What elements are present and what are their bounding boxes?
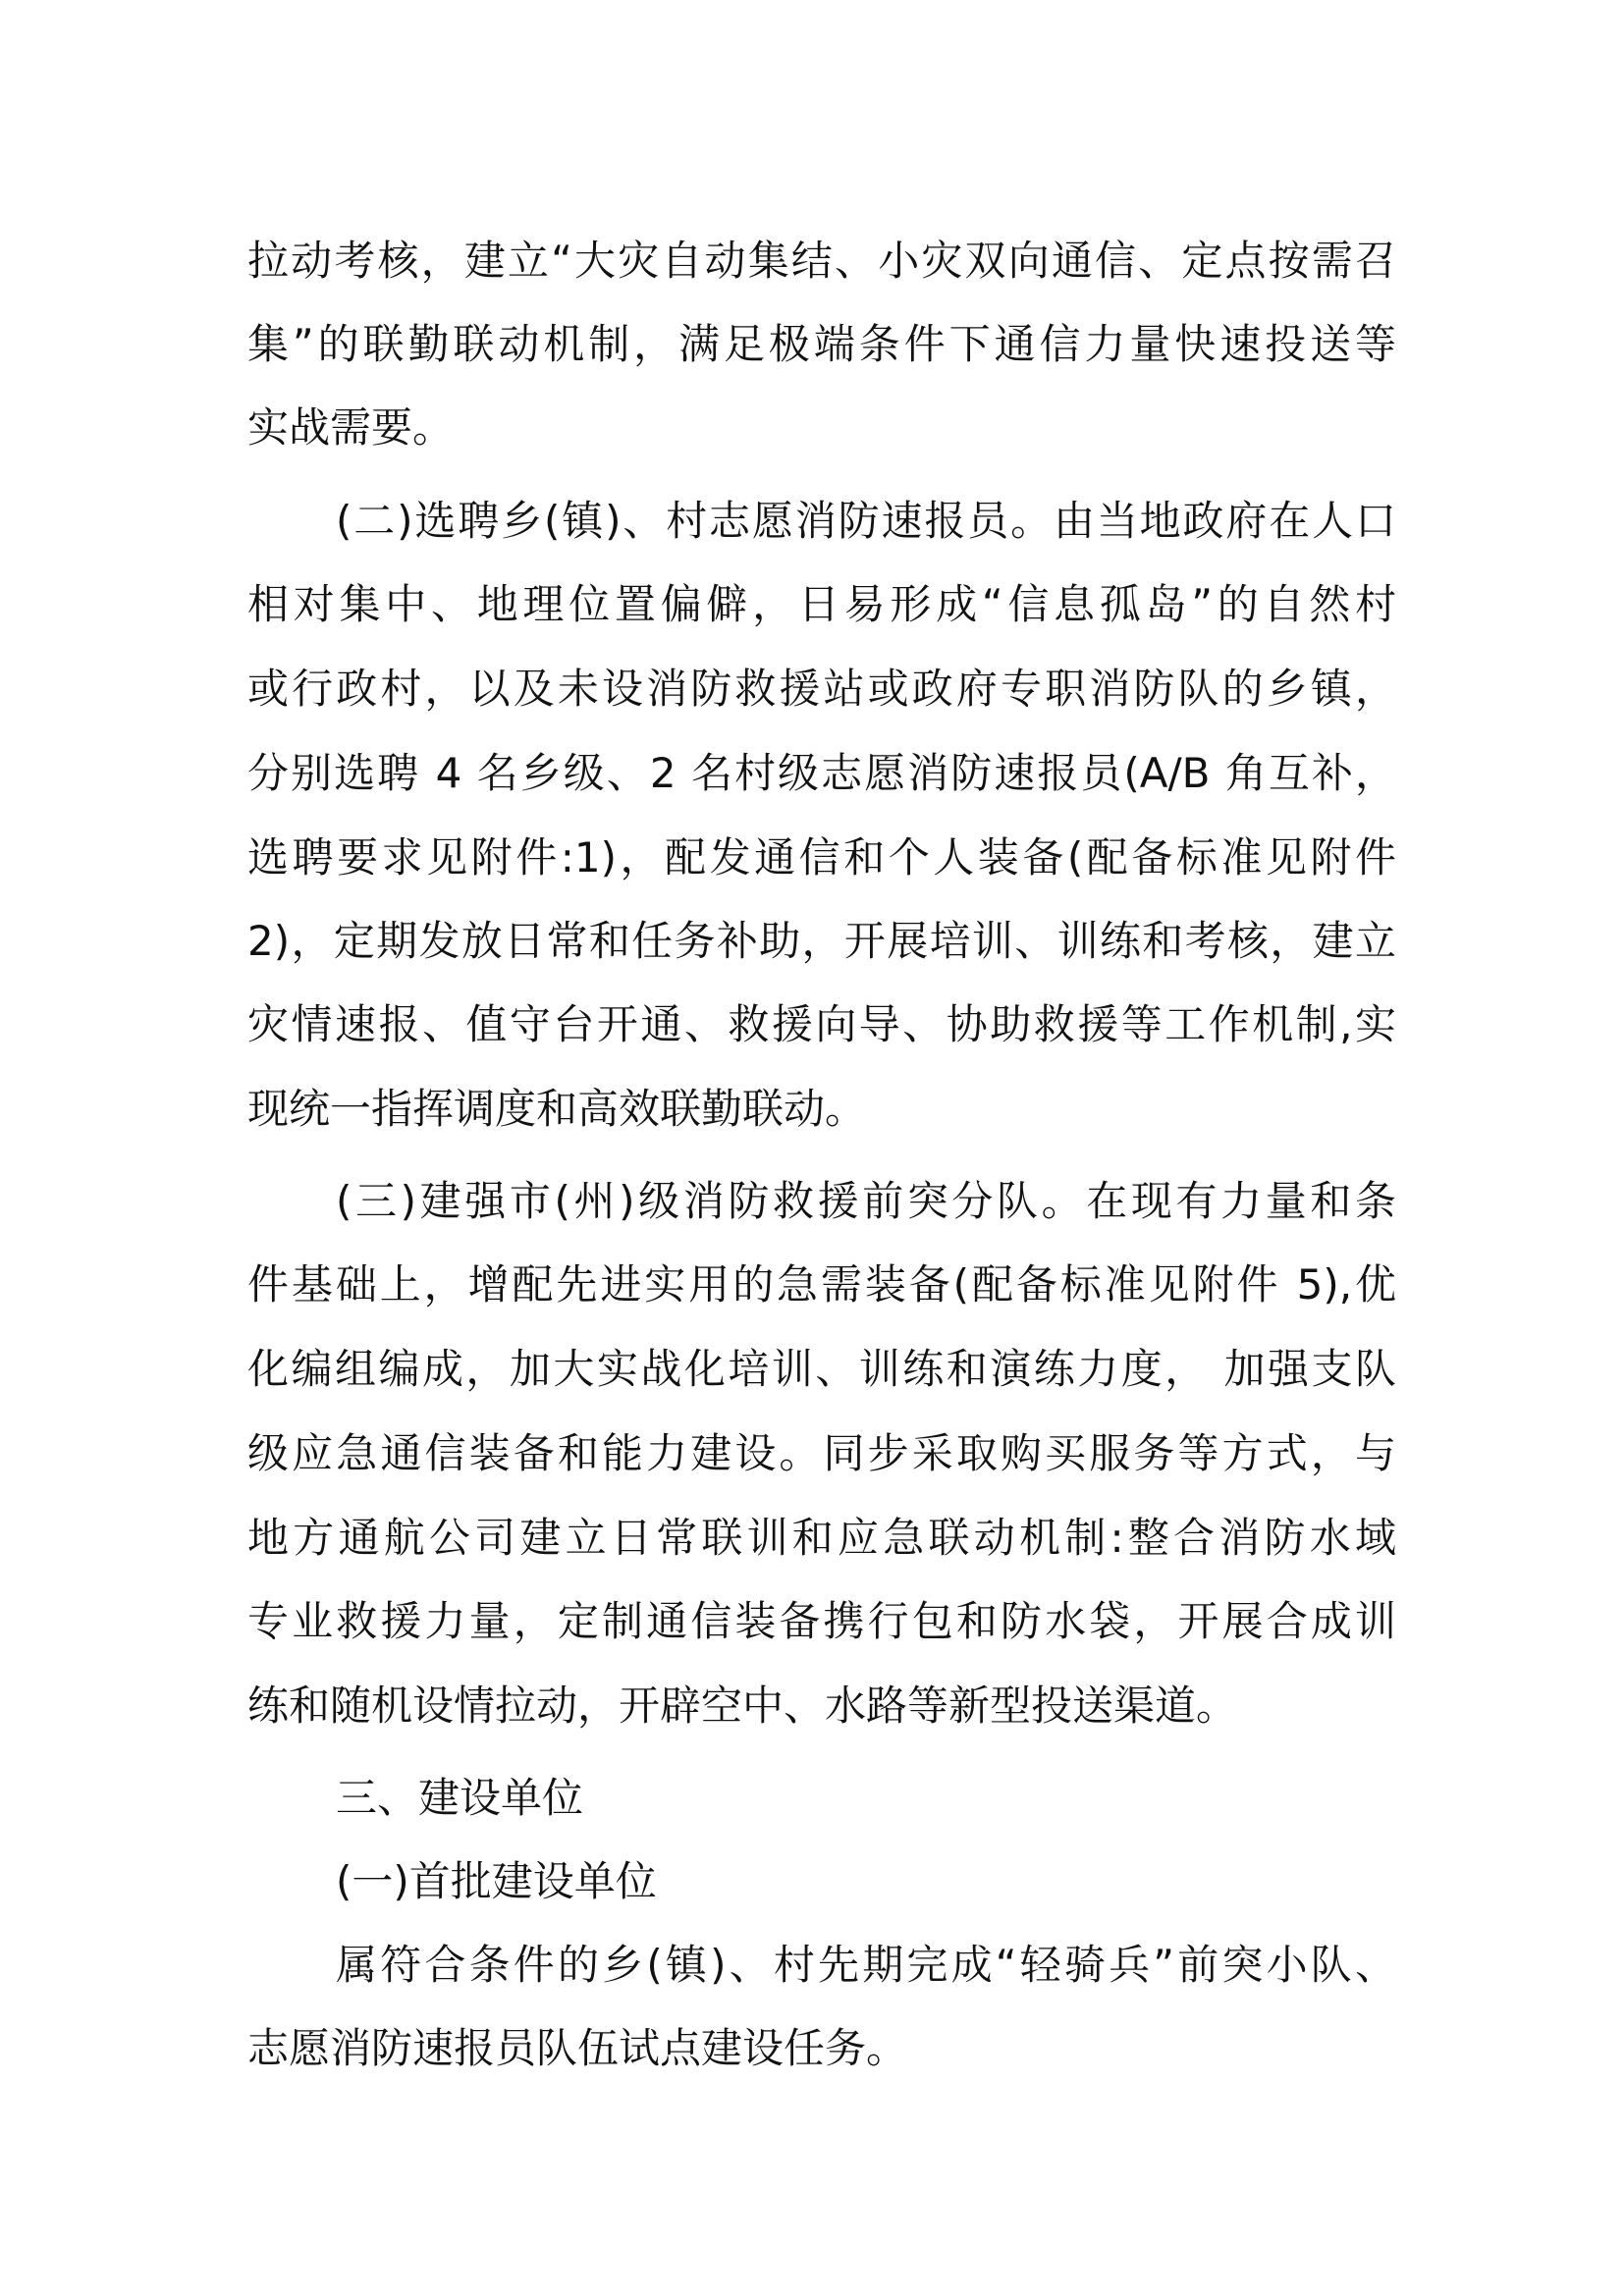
text-line: 相对集中、地理位置偏僻，日易形成“信息孤岛”的自然村 — [247, 580, 1396, 628]
text-line: 地方通航公司建立日常联训和应急联动机制:整合消防水域 — [247, 1514, 1396, 1562]
text-line: 集”的联勤联动机制，满足极端条件下通信力量快速投送等 — [247, 320, 1396, 368]
text-line: 实战需要。 — [247, 403, 455, 452]
text-line: 化编组编成，加大实战化培训、训练和演练力度， 加强支队 — [247, 1345, 1396, 1393]
text-line: 分别选聘 4 名乡级、2 名村级志愿消防速报员(A/B 角互补， — [247, 749, 1396, 797]
text-line: 专业救援力量，定制通信装备携行包和防水袋，开展合成训 — [247, 1597, 1396, 1645]
section-title: 三、建设单位 — [336, 1774, 584, 1822]
text-line: 练和随机设情拉动，开辟空中、水路等新型投送渠道。 — [247, 1682, 1238, 1730]
text-line: 2)，定期发放日常和任务补助，开展培训、训练和考核，建立 — [247, 917, 1396, 965]
text-line: 选聘要求见附件:1)，配发通信和个人装备(配备标准见附件 — [247, 833, 1396, 881]
text-line: 现统一指挥调度和高效联勤联动。 — [247, 1085, 867, 1133]
text-line: 属符合条件的乡(镇)、村先期完成“轻骑兵”前突小队、 — [336, 1941, 1396, 1989]
text-line: 拉动考核，建立“大灾自动集结、小灾双向通信、定点按需召 — [247, 237, 1396, 285]
text-line: 灾情速报、值守台开通、救援向导、协助救援等工作机制,实 — [247, 1000, 1396, 1048]
text-line: 志愿消防速报员队伍试点建设任务。 — [247, 2024, 908, 2072]
section-heading: (二)选聘乡(镇)、村志愿消防速报员。由当地政府在人口 — [336, 497, 1396, 545]
text-line: 或行政村，以及未设消防救援站或政府专职消防队的乡镇， — [247, 665, 1396, 713]
text-line: 件基础上，增配先进实用的急需装备(配备标准见附件 5),优 — [247, 1260, 1396, 1308]
section-heading: (三)建强市(州)级消防救援前突分队。在现有力量和条 — [336, 1177, 1396, 1225]
text-line: 级应急通信装备和能力建设。同步采取购买服务等方式，与 — [247, 1429, 1396, 1477]
subsection-title: (一)首批建设单位 — [336, 1857, 657, 1905]
